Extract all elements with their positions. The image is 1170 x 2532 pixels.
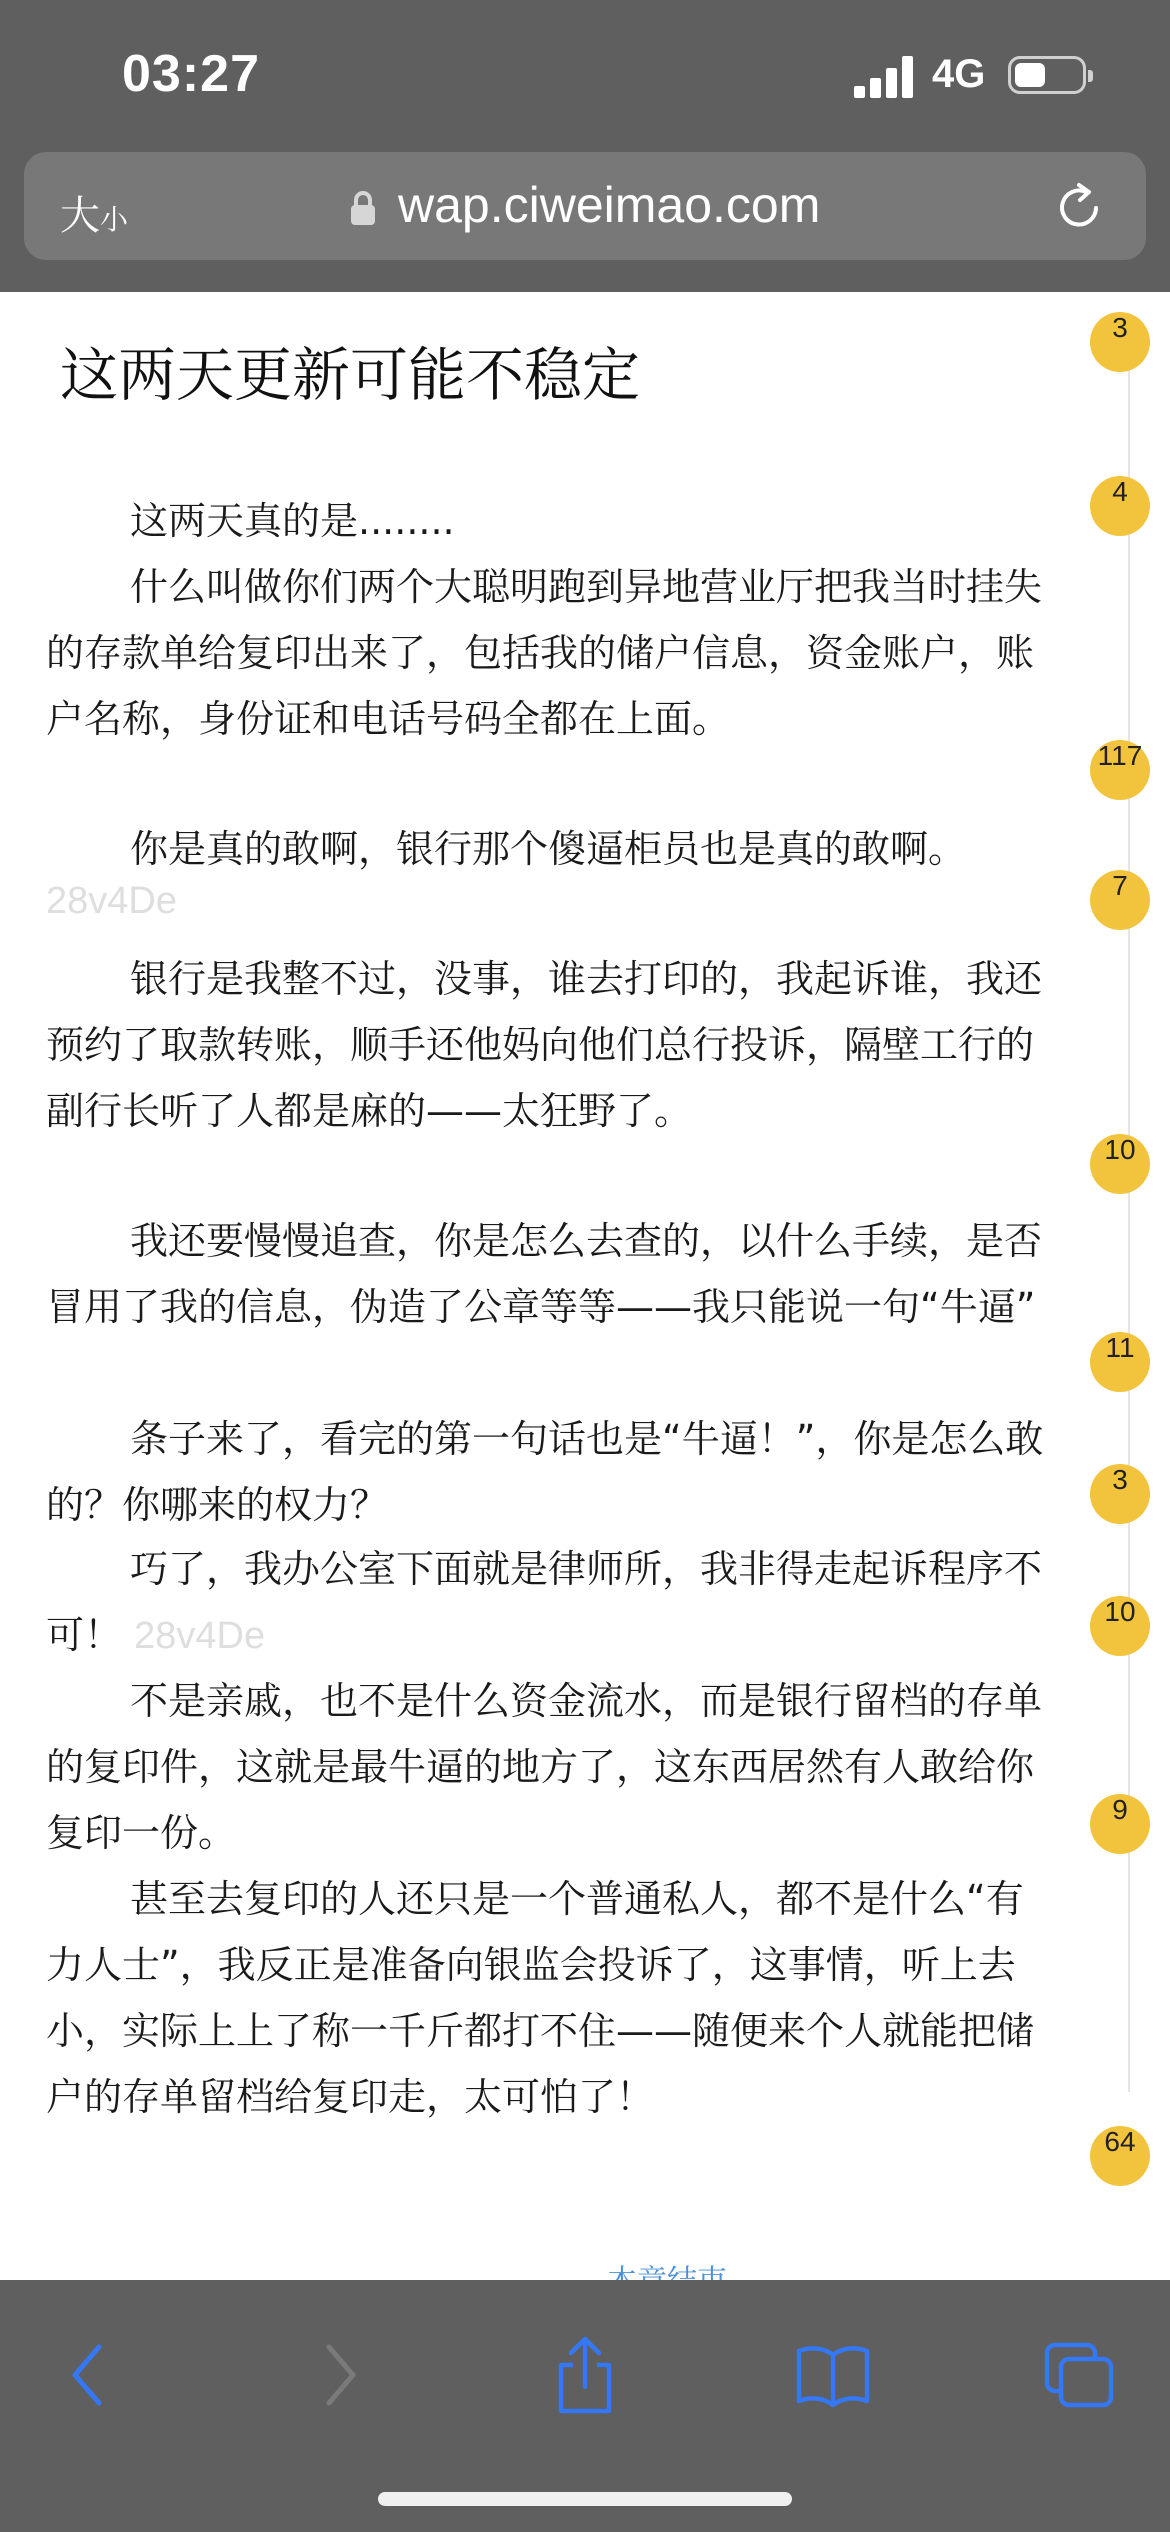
- comment-count-badge[interactable]: 10: [1090, 1134, 1150, 1194]
- network-type: 4G: [932, 52, 986, 96]
- signal-icon: [854, 56, 916, 98]
- bookmarks-icon: [795, 2343, 871, 2407]
- tabs-icon: [1043, 2341, 1115, 2409]
- battery-icon: [1008, 56, 1086, 94]
- comment-count-badge[interactable]: 117: [1090, 740, 1150, 800]
- share-button[interactable]: [540, 2330, 630, 2420]
- text-size-large: 大: [60, 193, 100, 239]
- browser-toolbar: [0, 2280, 1170, 2532]
- browser-top-bar: [0, 0, 1170, 292]
- share-icon: [553, 2335, 617, 2415]
- text-size-small: 小: [100, 203, 129, 236]
- status-time: 03:27: [122, 45, 260, 103]
- chapter-title: 这两天更新可能不稳定: [60, 341, 641, 409]
- paragraph: 银行是我整不过，没事，谁去打印的，我起诉谁，我还预约了取款转账，顺手还他妈向他们总行投诉，隔壁工行的副行长听了人都是麻的——太狂野了。: [46, 957, 1043, 1133]
- comment-count-badge[interactable]: 3: [1090, 1464, 1150, 1524]
- chapter-content[interactable]: [0, 292, 1170, 2280]
- paragraph: 这两天真的是........: [130, 499, 455, 543]
- back-button[interactable]: [42, 2330, 132, 2420]
- watermark: 28v4De: [134, 1615, 266, 1657]
- comment-count-badge[interactable]: 7: [1090, 870, 1150, 930]
- tabs-button[interactable]: [1034, 2330, 1124, 2420]
- paragraph: 条子来了，看完的第一句话也是“牛逼！”，你是怎么敢的？你哪来的权力？: [46, 1417, 1044, 1527]
- paragraph: 什么叫做你们两个大聪明跑到异地营业厅把我当时挂失的存款单给复印出来了，包括我的储户信息，资金账户，账户名称，身份证和电话号码全都在上面。: [46, 565, 1043, 741]
- comment-count-badge[interactable]: 11: [1090, 1332, 1150, 1392]
- forward-button[interactable]: [296, 2330, 386, 2420]
- forward-icon: [321, 2343, 361, 2407]
- url-text[interactable]: wap.ciweimao.com: [398, 177, 821, 233]
- back-icon: [67, 2343, 107, 2407]
- paragraph-text: 巧了，我办公室下面就是律师所，我非得走起诉程序不可！: [46, 1547, 1043, 1657]
- paragraph: 不是亲戚，也不是什么资金流水，而是银行留档的存单的复印件，这就是最牛逼的地方了，这东西居然有人敢给你复印一份。: [46, 1679, 1043, 1855]
- paragraph: [46, 1536, 1056, 1668]
- bookmarks-button[interactable]: [788, 2330, 878, 2420]
- text-size-button[interactable]: [60, 184, 128, 241]
- address-bar[interactable]: [24, 152, 1146, 260]
- paragraph: 我还要慢慢追查，你是怎么去查的，以什么手续，是否冒用了我的信息，伪造了公章等等——我只能说一句“牛逼”: [46, 1219, 1043, 1329]
- comment-count-badge[interactable]: 64: [1090, 2126, 1150, 2186]
- watermark: 28v4De: [46, 880, 177, 922]
- comment-count-badge[interactable]: 10: [1090, 1596, 1150, 1656]
- comment-count-badge[interactable]: 4: [1090, 476, 1150, 536]
- comment-count-badge[interactable]: 3: [1090, 312, 1150, 372]
- home-indicator[interactable]: [378, 2492, 792, 2506]
- paragraph: 甚至去复印的人还只是一个普通私人，都不是什么“有力人士”，我反正是准备向银监会投诉了，这事情，听上去小，实际上上了称一千斤都打不住——随便来个人就能把储户的存单留档给复印走，太可怕了！: [46, 1877, 1035, 2119]
- paragraph: 你是真的敢啊，银行那个傻逼柜员也是真的敢啊。: [130, 827, 967, 871]
- reload-icon[interactable]: [1052, 178, 1108, 234]
- comment-count-badge[interactable]: 9: [1090, 1794, 1150, 1854]
- lock-icon: [348, 190, 378, 226]
